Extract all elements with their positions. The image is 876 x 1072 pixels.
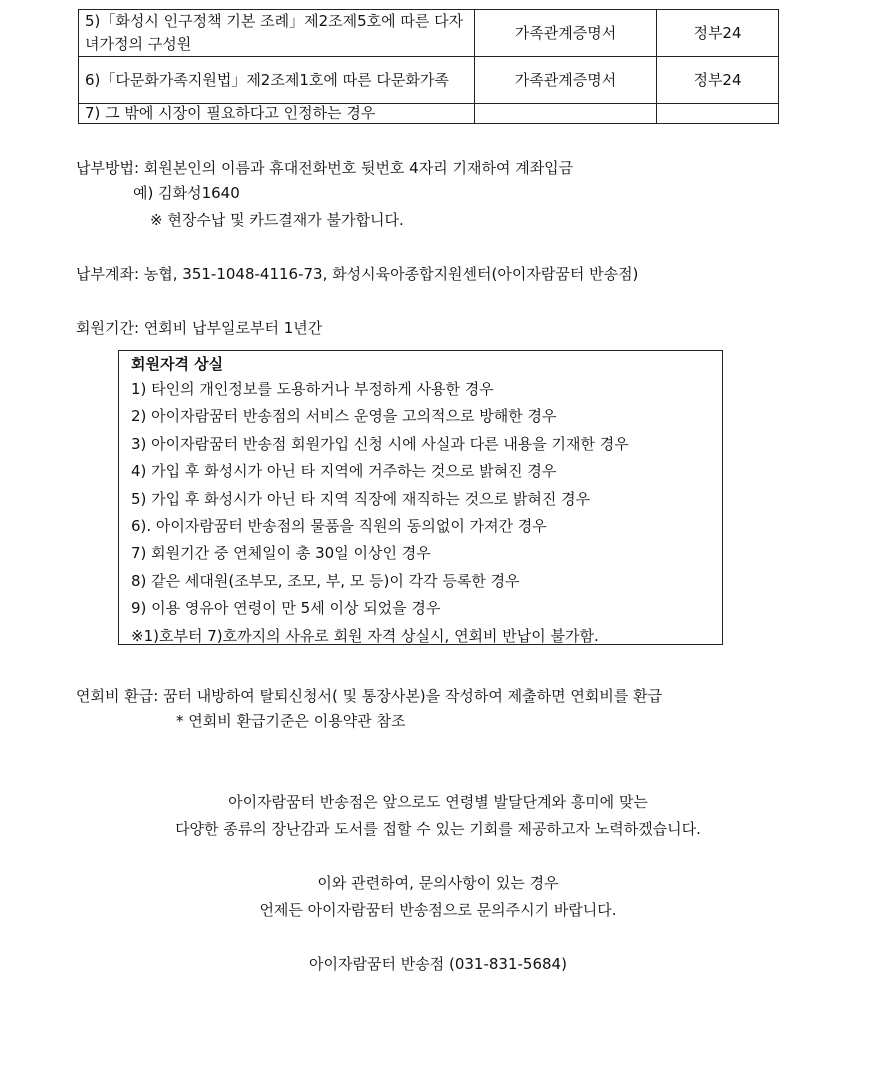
table-cell-source: 정부24 — [657, 57, 779, 104]
table-cell-condition: 5)「화성시 인구정책 기본 조례」제2조제5호에 따른 다자녀가정의 구성원 — [79, 10, 475, 57]
table-cell-source — [657, 104, 779, 124]
table-row — [79, 10, 779, 57]
disqualification-item: 7) 회원기간 중 연체일이 총 30일 이상인 경우 — [131, 544, 431, 563]
disqualification-title: 회원자격 상실 — [131, 355, 224, 373]
table-row — [79, 104, 779, 124]
disqualification-item: 5) 가입 후 화성시가 아닌 타 지역 직장에 재직하는 것으로 밝혀진 경우 — [131, 489, 591, 508]
closing-line-2: 다양한 종류의 장난감과 도서를 접할 수 있는 기회를 제공하고자 노력하겠습니다. — [175, 820, 701, 838]
refund-note: * 연회비 환급기준은 이용약관 참조 — [176, 712, 406, 730]
contact-info: 아이자람꿈터 반송점 (031-831-5684) — [309, 955, 567, 973]
eligibility-documents-table — [78, 9, 779, 124]
table-cell-document: 가족관계증명서 — [475, 10, 657, 57]
payment-method-example: 예) 김화성1640 — [133, 184, 240, 202]
table-row — [79, 57, 779, 104]
refund-text: 연회비 환급: 꿈터 내방하여 탈퇴신청서( 및 통장사본)을 작성하여 제출하면 연회비를 환급 — [76, 687, 663, 705]
disqualification-item: 8) 같은 세대원(조부모, 조모, 부, 모 등)이 각각 등록한 경우 — [131, 571, 520, 590]
disqualification-box — [118, 350, 723, 645]
disqualification-item: 2) 아이자람꿈터 반송점의 서비스 운영을 고의적으로 방해한 경우 — [131, 407, 557, 426]
disqualification-item: 3) 아이자람꿈터 반송점 회원가입 신청 시에 사실과 다른 내용을 기재한 경우 — [131, 434, 629, 453]
payment-method-note: ※ 현장수납 및 카드결재가 불가합니다. — [150, 211, 404, 229]
table-cell-condition: 7) 그 밖에 시장이 필요하다고 인정하는 경우 — [79, 104, 475, 124]
closing-line-4: 언제든 아이자람꿈터 반송점으로 문의주시기 바랍니다. — [259, 901, 617, 919]
closing-line-1: 아이자람꿈터 반송점은 앞으로도 연령별 발달단계와 흥미에 맞는 — [228, 793, 648, 811]
table-cell-condition: 6)「다문화가족지원법」제2조제1호에 따른 다문화가족 — [79, 57, 475, 104]
disqualification-item: 6). 아이자람꿈터 반송점의 물품을 직원의 동의없이 가져간 경우 — [131, 517, 547, 536]
table-cell-document: 가족관계증명서 — [475, 57, 657, 104]
disqualification-item: 1) 타인의 개인정보를 도용하거나 부정하게 사용한 경우 — [131, 380, 494, 398]
disqualification-note: ※1)호부터 7)호까지의 사유로 회원 자격 상실시, 연회비 반납이 불가함. — [131, 626, 599, 645]
payment-method-text: 납부방법: 회원본인의 이름과 휴대전화번호 뒷번호 4자리 기재하여 계좌입금 — [76, 159, 574, 177]
membership-period-text: 회원기간: 연회비 납부일로부터 1년간 — [76, 319, 323, 337]
disqualification-item: 9) 이용 영유아 연령이 만 5세 이상 되었을 경우 — [131, 599, 441, 618]
payment-account-text: 납부계좌: 농협, 351-1048-4116-73, 화성시육아종합지원센터(아이자람꿈터 반송점) — [76, 265, 639, 283]
table-cell-document — [475, 104, 657, 124]
table-cell-source: 정부24 — [657, 10, 779, 57]
disqualification-item: 4) 가입 후 화성시가 아닌 타 지역에 거주하는 것으로 밝혀진 경우 — [131, 462, 557, 481]
closing-line-3: 이와 관련하여, 문의사항이 있는 경우 — [317, 874, 559, 892]
